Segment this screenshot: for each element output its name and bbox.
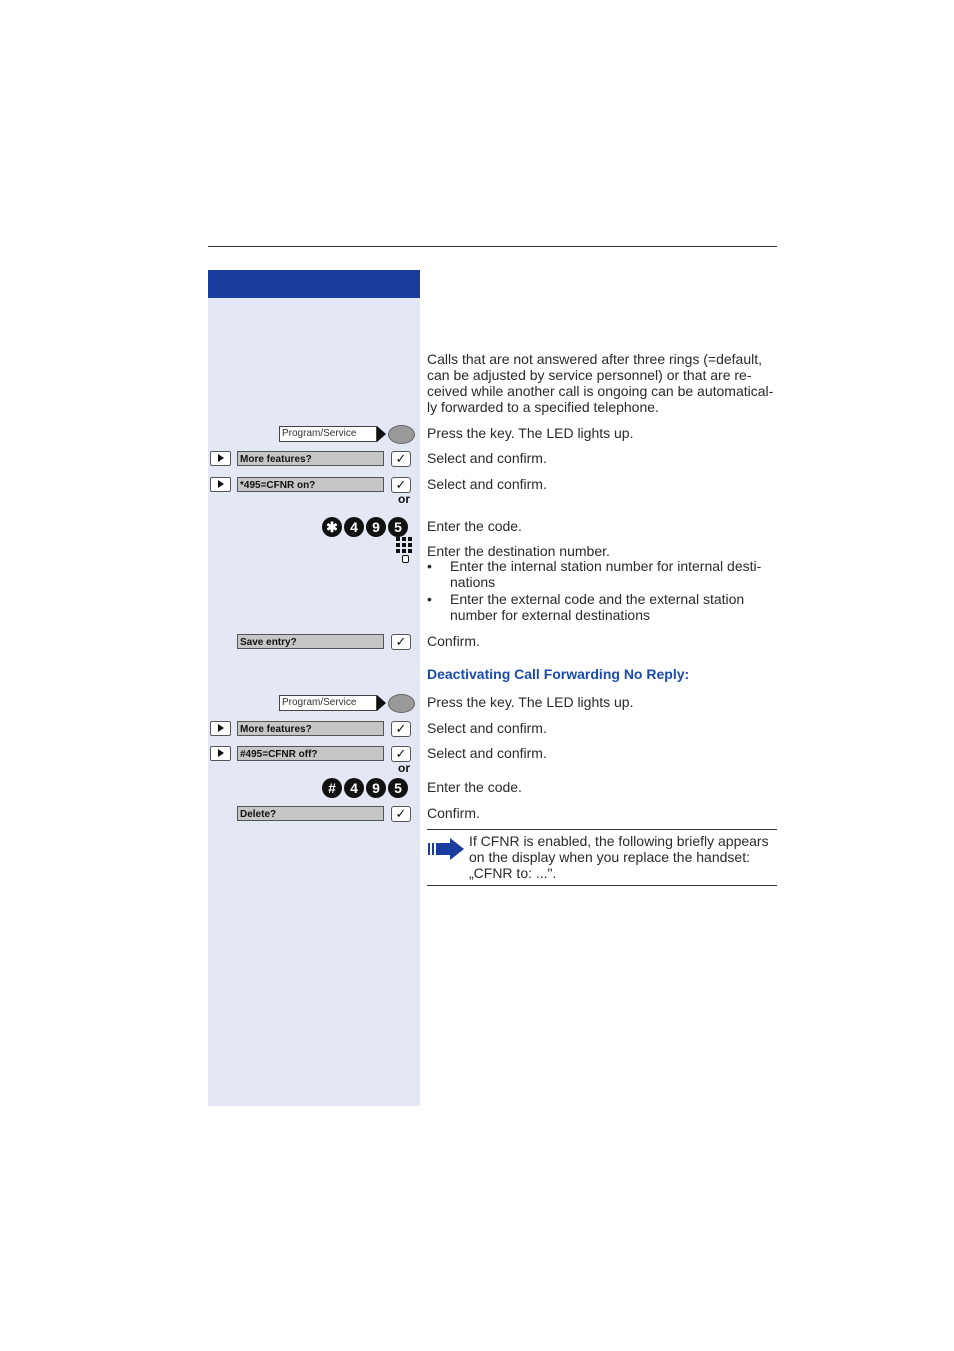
sidebar-panel — [208, 270, 420, 1106]
step-text: Select and confirm. — [427, 450, 547, 466]
program-service-key[interactable]: Program/Service — [279, 695, 377, 711]
display-more-features: More features? — [237, 721, 384, 736]
section-heading: Deactivating Call Forwarding No Reply: — [427, 666, 690, 682]
top-rule — [208, 246, 777, 247]
note-rule-bottom — [427, 885, 777, 886]
led-key-icon[interactable] — [388, 694, 415, 713]
sidebar-header-bar — [208, 270, 420, 298]
digit-key-icon[interactable]: 4 — [344, 778, 364, 798]
display-more-features: More features? — [237, 451, 384, 466]
destination-bullets — [427, 558, 777, 624]
step-text: Select and confirm. — [427, 720, 547, 736]
bullet-item: • Enter the internal station number for internal desti- nations — [427, 558, 777, 590]
keypad-icon — [396, 537, 413, 561]
intro-paragraph: Calls that are not answered after three rings (=default, can be adjusted by service personnel) or that are re- ceived while another call is ongoing can be automatical- ly forwarded to a specified telephone. — [427, 351, 774, 415]
display-delete: Delete? — [237, 806, 384, 821]
or-label: or — [398, 492, 410, 506]
scroll-arrow-icon[interactable] — [210, 746, 231, 761]
display-cfnr-off: #495=CFNR off? — [237, 746, 384, 761]
display-cfnr-on: *495=CFNR on? — [237, 477, 384, 492]
step-text: Enter the destination number. — [427, 543, 610, 559]
display-save-entry: Save entry? — [237, 634, 384, 649]
confirm-check-button[interactable]: ✓ — [391, 806, 411, 822]
key-pointer-icon — [377, 695, 386, 711]
digit-key-icon[interactable]: 9 — [366, 778, 386, 798]
scroll-arrow-icon[interactable] — [210, 721, 231, 736]
confirm-check-button[interactable]: ✓ — [391, 746, 411, 762]
program-service-key[interactable]: Program/Service — [279, 426, 377, 442]
digit-key-icon[interactable]: 9 — [366, 517, 386, 537]
code-keys — [322, 778, 408, 798]
step-text: Enter the code. — [427, 779, 522, 795]
confirm-check-button[interactable]: ✓ — [391, 721, 411, 737]
scroll-arrow-icon[interactable] — [210, 477, 231, 492]
step-text: Enter the code. — [427, 518, 522, 534]
confirm-check-button[interactable]: ✓ — [391, 634, 411, 650]
digit-key-icon[interactable]: 5 — [388, 778, 408, 798]
bullet-item: • Enter the external code and the external station number for external destinations — [427, 591, 777, 623]
step-text: Confirm. — [427, 633, 480, 649]
star-key-icon[interactable]: ✱ — [322, 517, 342, 537]
hash-key-icon[interactable]: # — [322, 778, 342, 798]
digit-key-icon[interactable]: 5 — [388, 517, 408, 537]
digit-key-icon[interactable]: 4 — [344, 517, 364, 537]
note-text: If CFNR is enabled, the following briefly appears on the display when you replace the handset: „CFNR to: ...". — [469, 833, 769, 881]
step-text: Select and confirm. — [427, 745, 547, 761]
confirm-check-button[interactable]: ✓ — [391, 477, 411, 493]
arrow-note-icon — [428, 838, 464, 860]
led-key-icon[interactable] — [388, 425, 415, 444]
step-text: Confirm. — [427, 805, 480, 821]
step-text: Select and confirm. — [427, 476, 547, 492]
key-pointer-icon — [377, 426, 386, 442]
step-text: Press the key. The LED lights up. — [427, 425, 634, 441]
step-text: Press the key. The LED lights up. — [427, 694, 634, 710]
or-label: or — [398, 761, 410, 775]
note-rule-top — [427, 829, 777, 830]
code-keys — [322, 517, 408, 537]
confirm-check-button[interactable]: ✓ — [391, 451, 411, 467]
scroll-arrow-icon[interactable] — [210, 451, 231, 466]
